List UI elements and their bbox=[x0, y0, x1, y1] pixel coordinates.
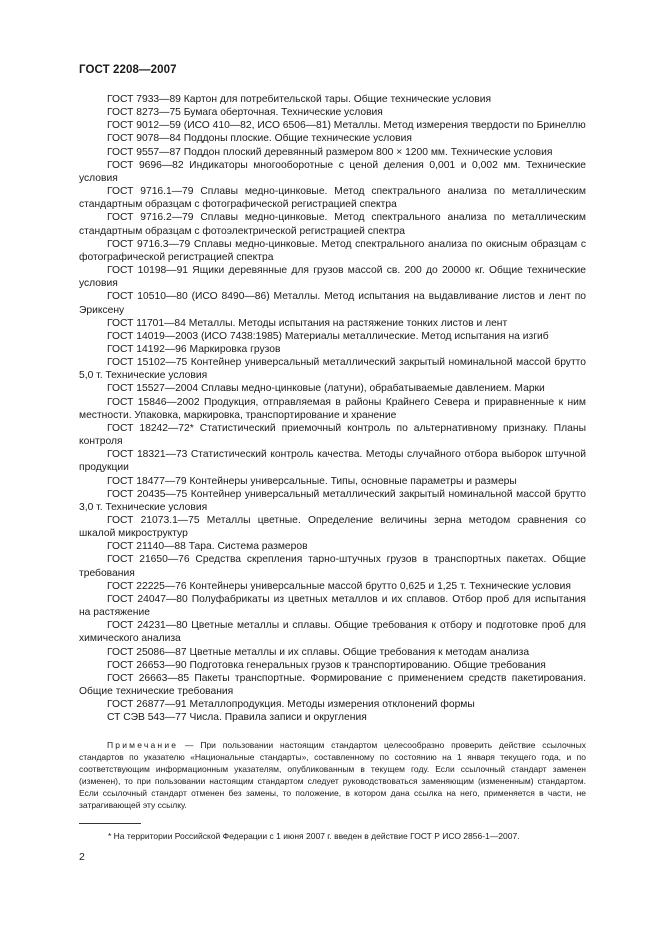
reference-entry: ГОСТ 11701—84 Металлы. Методы испытания на растяжение тонких листов и лент bbox=[107, 317, 508, 329]
reference-entry: ГОСТ 7933—89 Картон для потребительской тары. Общие технические условия bbox=[107, 94, 492, 105]
reference-entry: ГОСТ 15527—2004 Сплавы медно-цинковые (латуни), обрабатываемые давлением. Марки bbox=[107, 383, 545, 395]
normative-references-list bbox=[79, 93, 586, 725]
reference-entry: ГОСТ 18321—73 Статистический контроль качества. Методы случайного отбора выборок штучной продукции bbox=[79, 449, 586, 474]
note-label: Примечание bbox=[107, 740, 179, 750]
page-number: 2 bbox=[79, 851, 85, 863]
reference-entry: ГОСТ 26663—85 Пакеты транспортные. Формирование с применением средств пакетирования. Общие технические требования bbox=[79, 672, 586, 698]
reference-entry: ГОСТ 8273—75 Бумага оберточная. Технические условия bbox=[107, 107, 383, 119]
reference-entry: ГОСТ 20435—75 Контейнер универсальный металлический закрытый номинальной массой брутто 3,0 т. Технические условия bbox=[79, 488, 586, 513]
reference-entry: ГОСТ 22225—76 Контейнеры универсальные массой брутто 0,625 и 1,25 т. Технические условия bbox=[107, 580, 571, 592]
reference-entry: ГОСТ 18242—72* Статистический приемочный контроль по альтернативному признаку. Планы контроля bbox=[79, 422, 586, 448]
reference-entry: ГОСТ 18477—79 Контейнеры универсальные. Типы, основные параметры и размеры bbox=[107, 475, 517, 487]
note-paragraph bbox=[79, 740, 586, 811]
reference-entry: ГОСТ 15846—2002 Продукция, отправляемая в районы Крайнего Севера и приравненные к ним местности. Упаковка, маркировка, транспортирование и хранение bbox=[79, 396, 586, 421]
reference-entry: ГОСТ 21140—88 Тара. Система размеров bbox=[107, 541, 308, 553]
reference-entry: ГОСТ 21650—76 Средства скрепления тарно-штучных грузов в транспортных пакетах. Общие требования bbox=[79, 554, 586, 579]
reference-entry: ГОСТ 14192—96 Маркировка грузов bbox=[107, 343, 281, 355]
reference-entry: ГОСТ 9557—87 Поддон плоский деревянный размером 800 × 1200 мм. Технические условия bbox=[107, 146, 553, 158]
reference-entry: ГОСТ 9012—59 (ИСО 410—82, ИСО 6506—81) Металлы. Метод измерения твердости по Бринеллю bbox=[107, 120, 586, 132]
reference-entry: ГОСТ 9716.1—79 Сплавы медно-цинковые. Метод спектрального анализа по металлическим стандартным образцам с фотографической регистрацией спектра bbox=[79, 186, 586, 211]
reference-entry: ГОСТ 21073.1—75 Металлы цветные. Определение величины зерна методом сравнения со шкалой микроструктур bbox=[79, 515, 586, 540]
reference-entry: ГОСТ 10510—80 (ИСО 8490—86) Металлы. Метод испытания на выдавливание листов и лент по Эриксену bbox=[79, 291, 586, 316]
reference-entry: ГОСТ 25086—87 Цветные металлы и их сплавы. Общие требования к методам анализа bbox=[107, 646, 530, 658]
reference-entry: ГОСТ 26877—91 Металлопродукция. Методы измерения отклонений формы bbox=[107, 699, 475, 711]
footnote: * На территории Российской Федерации с 1 июня 2007 г. введен в действие ГОСТ Р ИСО 2856-1—2007. bbox=[108, 831, 520, 841]
note-text: — При пользовании настоящим стандартом целесообразно проверить действие ссылочных стандартов по указателю «Национальные стандарты», составленному по состоянию на 1 января текущего года, и по соответствующим информационным указателям, опубликованным в текущем году. Если ссылочный стандарт заменен (изменен), то при пользовании настоящим стандартом следует руководствоваться заменяющим (измененным) стандартом. Если ссылочный стандарт отменен без замены, то положение, в котором дана ссылка на него, применяется в части, не затрагивающей эту ссылку. bbox=[79, 740, 586, 810]
page-header: ГОСТ 2208—2007 bbox=[79, 64, 177, 76]
reference-entry: ГОСТ 9696—82 Индикаторы многооборотные с ценой деления 0,001 и 0,002 мм. Технические условия bbox=[79, 159, 586, 184]
reference-entry: ГОСТ 24231—80 Цветные металлы и сплавы. Общие требования к отбору и подготовке проб для химического анализа bbox=[79, 620, 586, 645]
reference-entry: ГОСТ 9716.3—79 Сплавы медно-цинковые. Метод спектрального анализа по окисным образцам с фотографической регистрацией спектра bbox=[79, 238, 586, 263]
footnote-divider bbox=[79, 823, 141, 824]
reference-entry: ГОСТ 9716.2—79 Сплавы медно-цинковые. Метод спектрального анализа по металлическим стандартным образцам с фотоэлектрической регистрацией спектра bbox=[79, 212, 586, 237]
reference-entry: ГОСТ 9078—84 Поддоны плоские. Общие технические условия bbox=[107, 133, 412, 145]
reference-entry: ГОСТ 14019—2003 (ИСО 7438:1985) Материалы металлические. Метод испытания на изгиб bbox=[107, 330, 549, 342]
reference-entry: ГОСТ 10198—91 Ящики деревянные для грузов массой св. 200 до 20000 кг. Общие технические условия bbox=[79, 265, 586, 290]
reference-entry: ГОСТ 24047—80 Полуфабрикаты из цветных металлов и их сплавов. Отбор проб для испытания на растяжение bbox=[79, 593, 586, 619]
reference-entry: ГОСТ 26653—90 Подготовка генеральных грузов к транспортированию. Общие требования bbox=[107, 659, 546, 671]
reference-entry: СТ СЭВ 543—77 Числа. Правила записи и округления bbox=[107, 712, 367, 724]
reference-entry: ГОСТ 15102—75 Контейнер универсальный металлический закрытый номинальной массой брутто 5,0 т. Технические условия bbox=[79, 357, 586, 382]
